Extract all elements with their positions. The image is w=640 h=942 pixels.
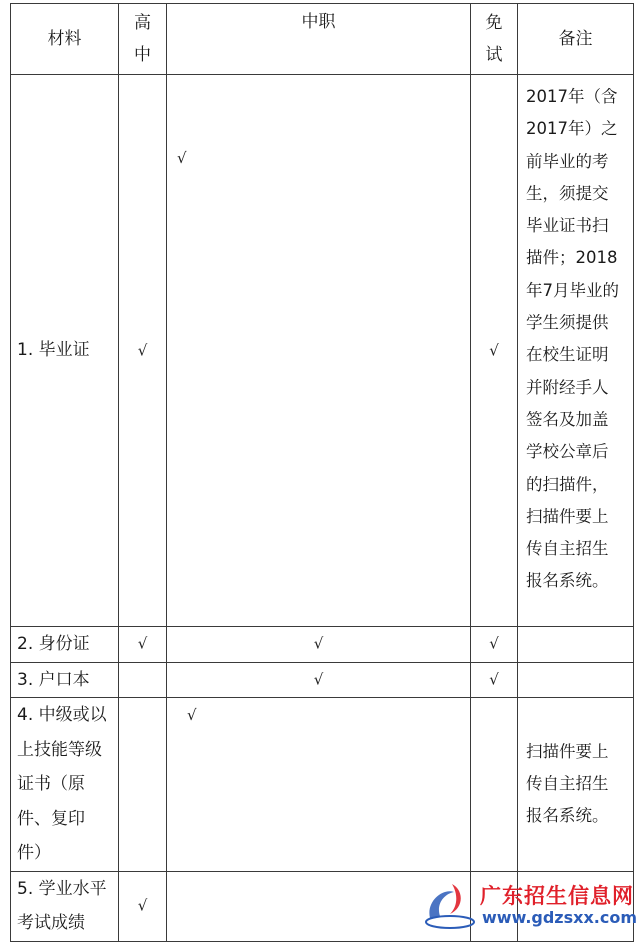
row-label-academic-test: 5. 学业水平 考试成绩 (11, 871, 119, 941)
check-cell-vocational (167, 662, 471, 698)
check-cell-high-school (119, 75, 167, 627)
check-cell-high-school (119, 662, 167, 698)
row-label-diploma: 1. 毕业证 (11, 75, 119, 627)
table-row (11, 627, 634, 663)
check-mark: √ (187, 706, 197, 724)
header-row (11, 4, 634, 75)
header-vocational: 中职 (167, 4, 471, 75)
row-label-id-card: 2. 身份证 (11, 627, 119, 663)
requirements-table (10, 3, 634, 942)
check-mark: √ (313, 670, 324, 689)
check-cell-vocational (167, 627, 471, 663)
check-cell-exempt (471, 75, 518, 627)
check-mark: √ (313, 634, 324, 653)
watermark-logo-icon (420, 878, 480, 934)
watermark (420, 878, 638, 934)
note-empty (518, 627, 634, 663)
check-cell-high-school (119, 698, 167, 872)
table-row (11, 662, 634, 698)
check-cell-high-school (119, 871, 167, 941)
check-cell-exempt (471, 662, 518, 698)
check-mark: √ (137, 896, 148, 915)
check-cell-exempt (471, 627, 518, 663)
header-high-school: 高 中 (119, 4, 167, 75)
row-label-skill-certificate: 4. 中级或以 上技能等级 证书（原 件、复印 件） (11, 698, 119, 872)
check-cell-vocational (167, 698, 471, 872)
table-row (11, 75, 634, 627)
row-label-household-register: 3. 户口本 (11, 662, 119, 698)
check-cell-high-school (119, 627, 167, 663)
check-mark: √ (489, 341, 499, 359)
note-empty (518, 662, 634, 698)
table-row (11, 698, 634, 872)
check-mark: √ (137, 341, 148, 359)
watermark-url: www.gdzsxx.com (482, 908, 638, 927)
check-mark: √ (137, 634, 148, 653)
check-cell-vocational (167, 75, 471, 627)
header-material: 材料 (11, 4, 119, 75)
note-skill-certificate: 扫描件要上 传自主招生 报名系统。 (518, 698, 634, 872)
header-exempt: 免 试 (471, 4, 518, 75)
note-diploma: 2017年（含 2017年）之 前毕业的考 生，须提交 毕业证书扫 描件；2018 年7月毕业的 学生须提供 在校生证明 并附经手人 签名及加盖 学校公章后 的扫描件， 扫描件要上 传自主招生 报名系统。 (518, 75, 634, 627)
watermark-title: 广东招生信息网 (480, 884, 634, 908)
check-cell-exempt (471, 698, 518, 872)
check-mark: √ (489, 634, 499, 653)
check-mark: √ (489, 670, 499, 689)
check-mark: √ (177, 149, 187, 167)
header-notes: 备注 (518, 4, 634, 75)
